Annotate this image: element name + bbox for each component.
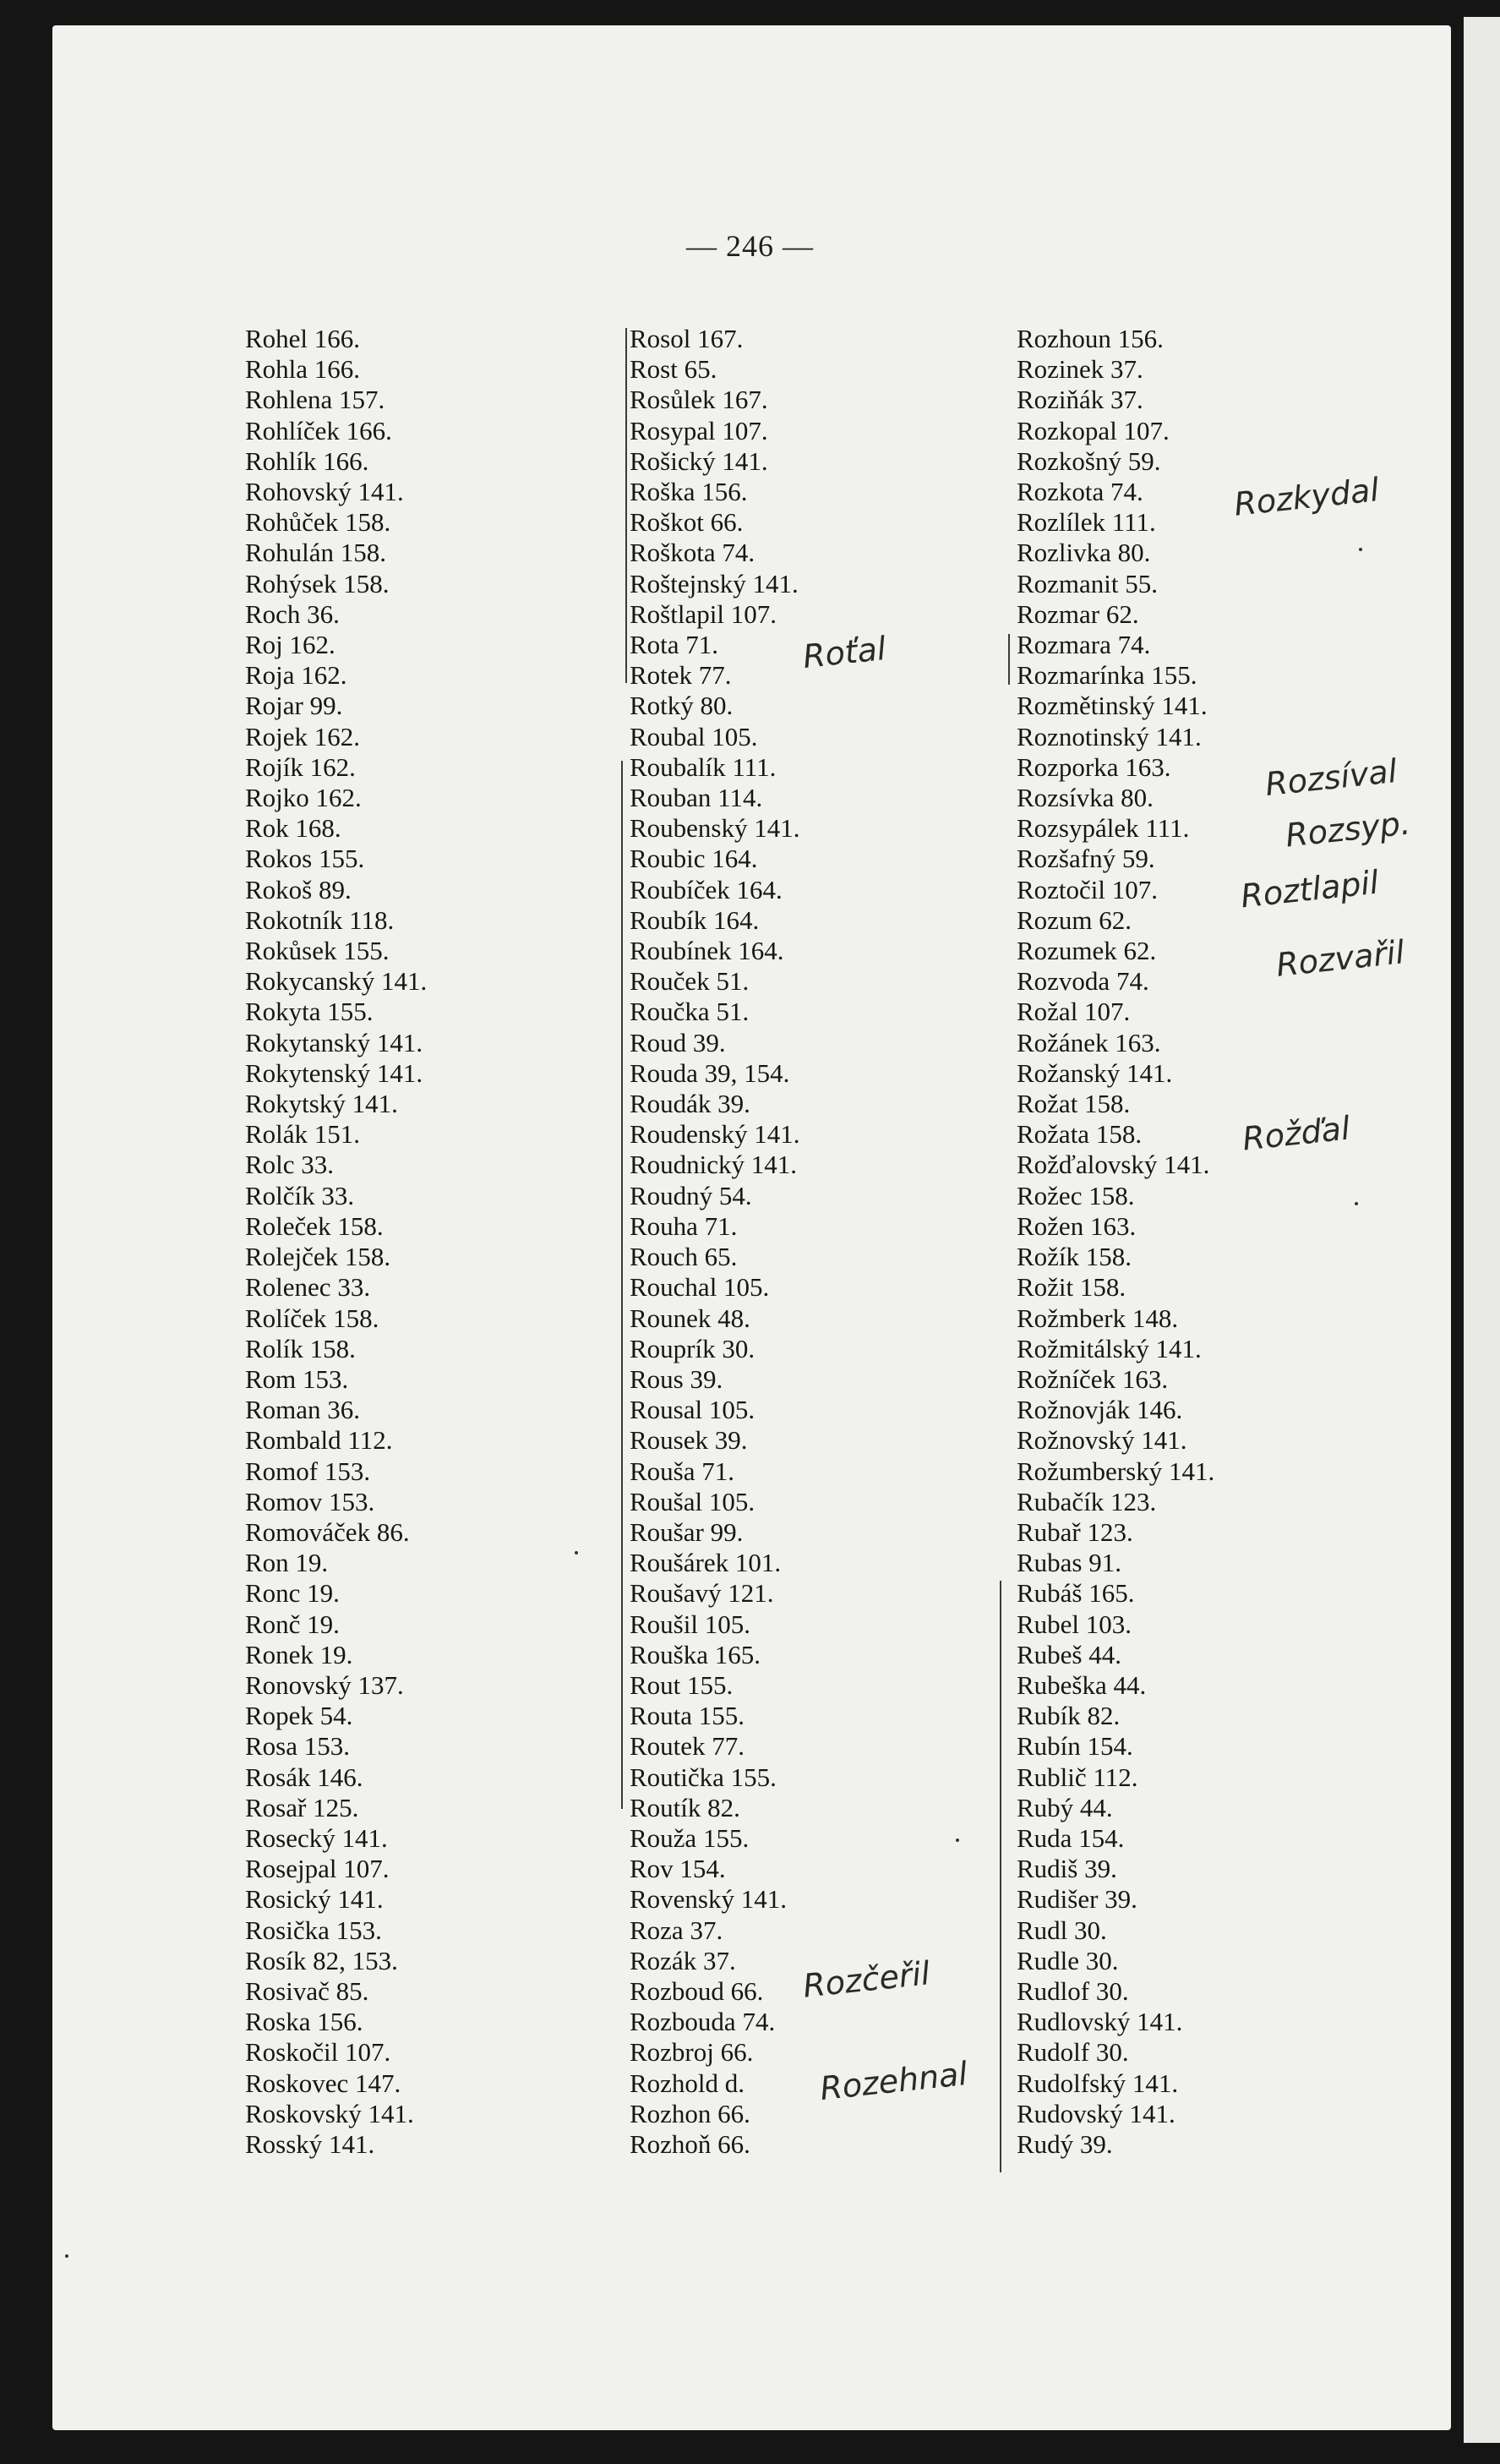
- surname-entry: Rubeška 44.: [1017, 1669, 1147, 1700]
- surname-entry: Rovenský 141.: [630, 1884, 787, 1915]
- surname-entry: Roučka 51.: [630, 997, 750, 1027]
- surname-entry: Rubař 123.: [1017, 1516, 1133, 1547]
- surname-entry: Rozhold d.: [630, 2068, 745, 2098]
- surname-entry: Rozmanit 55.: [1017, 568, 1159, 598]
- column-rule: [1000, 1581, 1001, 2172]
- surname-entry: Rombald 112.: [245, 1425, 393, 1456]
- surname-entry: Roch 36.: [245, 598, 340, 629]
- surname-entry: Rotek 77.: [630, 660, 732, 691]
- surname-entry: Rožanský 141.: [1017, 1057, 1173, 1088]
- surname-entry: Ronč 19.: [245, 1609, 340, 1639]
- surname-entry: Rozvoda 74.: [1017, 966, 1149, 997]
- surname-entry: Rudiš 39.: [1017, 1854, 1117, 1884]
- surname-entry: Rohulán 158.: [245, 538, 387, 568]
- surname-entry: Rohovský 141.: [245, 477, 404, 507]
- surname-entry: Rousek 39.: [630, 1425, 748, 1456]
- surname-entry: Rozkota 74.: [1017, 477, 1143, 507]
- surname-entry: Rozum 62.: [1017, 904, 1132, 935]
- surname-entry: Roztočil 107.: [1017, 874, 1159, 904]
- surname-entry: Rožníček 163.: [1017, 1363, 1169, 1394]
- surname-entry: Rosař 125.: [245, 1792, 359, 1822]
- surname-entry: Roleček 158.: [245, 1210, 384, 1241]
- surname-entry: Rudlovský 141.: [1017, 2007, 1183, 2037]
- surname-entry: Rožit 158.: [1017, 1272, 1126, 1303]
- column-rule: [625, 328, 627, 683]
- surname-entry: Routa 155.: [630, 1701, 745, 1731]
- surname-entry: Rubík 82.: [1017, 1701, 1121, 1731]
- surname-entry: Rubas 91.: [1017, 1548, 1121, 1578]
- surname-entry: Rozboud 66.: [630, 1975, 764, 2006]
- surname-entry: Rožat 158.: [1017, 1089, 1131, 1119]
- surname-entry: Roška 156.: [630, 477, 748, 507]
- surname-entry: Roudenský 141.: [630, 1119, 800, 1150]
- surname-entry: Rosa 153.: [245, 1731, 350, 1762]
- surname-entry: Roškota 74.: [630, 538, 755, 568]
- surname-entry: Roud 39.: [630, 1027, 726, 1057]
- surname-entry: Rosský 141.: [245, 2128, 375, 2159]
- surname-entry: Rožmberk 148.: [1017, 1303, 1179, 1333]
- surname-entry: Rozkopal 107.: [1017, 415, 1170, 445]
- surname-entry: Rouška 165.: [630, 1639, 761, 1669]
- surname-entry: Rokytanský 141.: [245, 1027, 423, 1057]
- surname-entry: Rošický 141.: [630, 445, 768, 476]
- surname-entry: Ronovský 137.: [245, 1669, 404, 1700]
- surname-entry: Rožal 107.: [1017, 997, 1131, 1027]
- surname-entry: Ronc 19.: [245, 1578, 340, 1609]
- surname-entry: Rokotník 118.: [245, 904, 395, 935]
- surname-entry: Rouha 71.: [630, 1210, 738, 1241]
- surname-entry: Rozmar 62.: [1017, 598, 1139, 629]
- handwritten-note: Rozkydal: [1232, 471, 1381, 523]
- surname-entry: Rudle 30.: [1017, 1945, 1119, 1975]
- surname-entry: Roudnický 141.: [630, 1150, 798, 1180]
- surname-entry: Rozmara 74.: [1017, 630, 1151, 660]
- surname-entry: Roskovský 141.: [245, 2098, 414, 2128]
- surname-entry: Rom 153.: [245, 1363, 349, 1394]
- surname-column-2: [630, 324, 800, 2160]
- surname-entry: Rouža 155.: [630, 1822, 750, 1853]
- surname-entry: Rožďalovský 141.: [1017, 1150, 1210, 1180]
- surname-entry: Rouprík 30.: [630, 1333, 755, 1363]
- surname-entry: Rožnovják 146.: [1017, 1395, 1183, 1425]
- surname-entry: Rudl 30.: [1017, 1915, 1107, 1945]
- surname-entry: Ron 19.: [245, 1548, 329, 1578]
- surname-entry: Rozšafný 59.: [1017, 844, 1155, 874]
- surname-entry: Romováček 86.: [245, 1516, 410, 1547]
- surname-entry: Rubačík 123.: [1017, 1486, 1157, 1516]
- surname-entry: Roza 37.: [630, 1915, 723, 1945]
- surname-entry: Rousal 105.: [630, 1395, 755, 1425]
- surname-entry: Rouban 114.: [630, 783, 763, 813]
- scan-speck: [956, 1838, 959, 1842]
- surname-entry: Roubic 164.: [630, 844, 758, 874]
- surname-entry: Rudišer 39.: [1017, 1884, 1137, 1915]
- surname-entry: Roubenský 141.: [630, 813, 800, 844]
- surname-entry: Roska 156.: [245, 2007, 363, 2037]
- surname-entry: Rožánek 163.: [1017, 1027, 1161, 1057]
- surname-entry: Rolík 158.: [245, 1333, 356, 1363]
- surname-entry: Ropek 54.: [245, 1701, 353, 1731]
- surname-entry: Rojek 162.: [245, 721, 361, 751]
- surname-entry: Rolčík 33.: [245, 1180, 355, 1210]
- surname-entry: Rolc 33.: [245, 1150, 335, 1180]
- surname-entry: Rozumek 62.: [1017, 936, 1157, 966]
- surname-entry: Roštejnský 141.: [630, 568, 799, 598]
- scan-speck: [575, 1551, 578, 1554]
- surname-entry: Roubík 164.: [630, 904, 760, 935]
- surname-entry: Roubíček 164.: [630, 874, 783, 904]
- surname-entry: Roziňák 37.: [1017, 385, 1143, 415]
- surname-entry: Rokoš 89.: [245, 874, 352, 904]
- surname-entry: Ronek 19.: [245, 1639, 353, 1669]
- surname-entry: Roušavý 121.: [630, 1578, 774, 1609]
- surname-entry: Rohůček 158.: [245, 507, 391, 538]
- surname-entry: Rudý 39.: [1017, 2128, 1113, 2159]
- surname-entry: Rudolfský 141.: [1017, 2068, 1179, 2098]
- surname-entry: Rozhoun 156.: [1017, 324, 1164, 353]
- surname-entry: Rokytenský 141.: [245, 1057, 423, 1088]
- surname-entry: Rožík 158.: [1017, 1242, 1132, 1272]
- surname-column-1: [245, 324, 427, 2160]
- surname-entry: Rubáš 165.: [1017, 1578, 1135, 1609]
- adjacent-page-edge: [1464, 17, 1500, 2443]
- surname-entry: Roubínek 164.: [630, 936, 784, 966]
- surname-entry: Rubeš 44.: [1017, 1639, 1121, 1669]
- surname-entry: Rous 39.: [630, 1363, 723, 1394]
- surname-entry: Roznotinský 141.: [1017, 721, 1202, 751]
- surname-entry: Rozhoň 66.: [630, 2128, 750, 2159]
- scan-speck: [65, 2254, 68, 2258]
- surname-entry: Roušil 105.: [630, 1609, 750, 1639]
- surname-entry: Rohlíček 166.: [245, 415, 392, 445]
- surname-entry: Rosol 167.: [630, 324, 744, 353]
- surname-entry: Rožmitálský 141.: [1017, 1333, 1202, 1363]
- surname-entry: Roušárek 101.: [630, 1548, 782, 1578]
- surname-entry: Romov 153.: [245, 1486, 375, 1516]
- surname-entry: Rokycanský 141.: [245, 966, 428, 997]
- surname-entry: Rouch 65.: [630, 1242, 738, 1272]
- surname-entry: Rozlivka 80.: [1017, 538, 1151, 568]
- surname-entry: Rozsypálek 111.: [1017, 813, 1190, 844]
- surname-entry: Rota 71.: [630, 630, 719, 660]
- surname-entry: Rost 65.: [630, 354, 717, 385]
- surname-column-3: [1017, 324, 1214, 2160]
- surname-entry: Rotký 80.: [630, 691, 734, 721]
- handwritten-note: Rozehnal: [818, 2054, 969, 2108]
- surname-entry: Rozhon 66.: [630, 2098, 750, 2128]
- surname-entry: Rosůlek 167.: [630, 385, 768, 415]
- surname-entry: Rohlena 157.: [245, 385, 385, 415]
- surname-entry: Roskočil 107.: [245, 2037, 391, 2068]
- surname-entry: Rozporka 163.: [1017, 751, 1171, 782]
- surname-entry: Rout 155.: [630, 1669, 734, 1700]
- surname-entry: Rouša 71.: [630, 1456, 734, 1486]
- handwritten-note: Rozvařil: [1274, 933, 1407, 984]
- surname-entry: Rozák 37.: [630, 1945, 736, 1975]
- surname-entry: Rolák 151.: [245, 1119, 361, 1150]
- surname-entry: Rokůsek 155.: [245, 936, 390, 966]
- surname-entry: Rojar 99.: [245, 691, 343, 721]
- handwritten-note: Rozsíval: [1263, 751, 1399, 804]
- surname-entry: Rožec 158.: [1017, 1180, 1135, 1210]
- surname-entry: Rolejček 158.: [245, 1242, 391, 1272]
- surname-entry: Rokos 155.: [245, 844, 365, 874]
- surname-entry: Rosypal 107.: [630, 415, 768, 445]
- surname-entry: Roušal 105.: [630, 1486, 755, 1516]
- surname-entry: Rouda 39, 154.: [630, 1057, 790, 1088]
- surname-entry: Rudolf 30.: [1017, 2037, 1129, 2068]
- surname-entry: Rouček 51.: [630, 966, 750, 997]
- surname-entry: Rudovský 141.: [1017, 2098, 1175, 2128]
- surname-entry: Routík 82.: [630, 1792, 740, 1822]
- surname-entry: Rožen 163.: [1017, 1210, 1137, 1241]
- surname-entry: Roubal 105.: [630, 721, 758, 751]
- surname-entry: Rosík 82, 153.: [245, 1945, 398, 1975]
- surname-entry: Rohýsek 158.: [245, 568, 390, 598]
- surname-entry: Rojík 162.: [245, 751, 356, 782]
- surname-entry: Rozkošný 59.: [1017, 445, 1161, 476]
- handwritten-note: Rozsyp.: [1284, 804, 1412, 855]
- surname-entry: Rov 154.: [630, 1854, 726, 1884]
- surname-entry: Rohlík 166.: [245, 445, 369, 476]
- surname-entry: Roškot 66.: [630, 507, 744, 538]
- surname-entry: Rožumberský 141.: [1017, 1456, 1215, 1486]
- column-rule: [621, 761, 623, 1809]
- surname-entry: Rok 168.: [245, 813, 341, 844]
- surname-entry: Roubalík 111.: [630, 751, 777, 782]
- handwritten-note: Rozčeřil: [801, 1954, 932, 2005]
- handwritten-note: Roztlapil: [1239, 863, 1381, 915]
- surname-entry: Roman 36.: [245, 1395, 361, 1425]
- surname-entry: Roštlapil 107.: [630, 598, 777, 629]
- surname-entry: Rozmarínka 155.: [1017, 660, 1197, 691]
- surname-entry: Rouchal 105.: [630, 1272, 770, 1303]
- surname-entry: Rozsívka 80.: [1017, 783, 1154, 813]
- column-rule: [1008, 634, 1010, 685]
- surname-entry: Ruda 154.: [1017, 1822, 1125, 1853]
- surname-entry: Rožnovský 141.: [1017, 1425, 1187, 1456]
- surname-entry: Routek 77.: [630, 1731, 745, 1762]
- surname-entry: Rosejpal 107.: [245, 1854, 390, 1884]
- surname-entry: Rosický 141.: [245, 1884, 384, 1915]
- surname-entry: Rudlof 30.: [1017, 1975, 1129, 2006]
- surname-entry: Roudák 39.: [630, 1089, 750, 1119]
- surname-entry: Rozinek 37.: [1017, 354, 1143, 385]
- surname-entry: Rosivač 85.: [245, 1975, 369, 2006]
- surname-entry: Rojko 162.: [245, 783, 362, 813]
- surname-entry: Rožata 158.: [1017, 1119, 1143, 1150]
- scan-speck: [1359, 548, 1362, 551]
- handwritten-note: Roťal: [800, 629, 888, 676]
- surname-entry: Rubý 44.: [1017, 1792, 1113, 1822]
- surname-entry: Rosecký 141.: [245, 1822, 388, 1853]
- surname-entry: Rozbroj 66.: [630, 2037, 754, 2068]
- surname-entry: Rohla 166.: [245, 354, 361, 385]
- scan-speck: [1355, 1202, 1358, 1205]
- surname-entry: Rolenec 33.: [245, 1272, 371, 1303]
- page-number: — 246 —: [686, 229, 814, 263]
- handwritten-note: Rožďal: [1241, 1109, 1352, 1158]
- surname-entry: Rozmětinský 141.: [1017, 691, 1208, 721]
- surname-entry: Rokyta 155.: [245, 997, 374, 1027]
- surname-entry: Roj 162.: [245, 630, 335, 660]
- surname-entry: Rublič 112.: [1017, 1762, 1138, 1792]
- surname-entry: Rosák 146.: [245, 1762, 363, 1792]
- surname-entry: Routička 155.: [630, 1762, 777, 1792]
- surname-entry: Rozbouda 74.: [630, 2007, 776, 2037]
- surname-entry: Rozlílek 111.: [1017, 507, 1156, 538]
- surname-entry: Rokytský 141.: [245, 1089, 398, 1119]
- surname-entry: Roskovec 147.: [245, 2068, 401, 2098]
- surname-entry: Rubín 154.: [1017, 1731, 1133, 1762]
- surname-entry: Rolíček 158.: [245, 1303, 379, 1333]
- surname-entry: Rosička 153.: [245, 1915, 382, 1945]
- surname-entry: Roušar 99.: [630, 1516, 744, 1547]
- surname-entry: Romof 153.: [245, 1456, 371, 1486]
- surname-entry: Rounek 48.: [630, 1303, 750, 1333]
- surname-entry: Rohel 166.: [245, 324, 361, 353]
- surname-entry: Roja 162.: [245, 660, 347, 691]
- surname-entry: Roudný 54.: [630, 1180, 752, 1210]
- surname-entry: Rubel 103.: [1017, 1609, 1132, 1639]
